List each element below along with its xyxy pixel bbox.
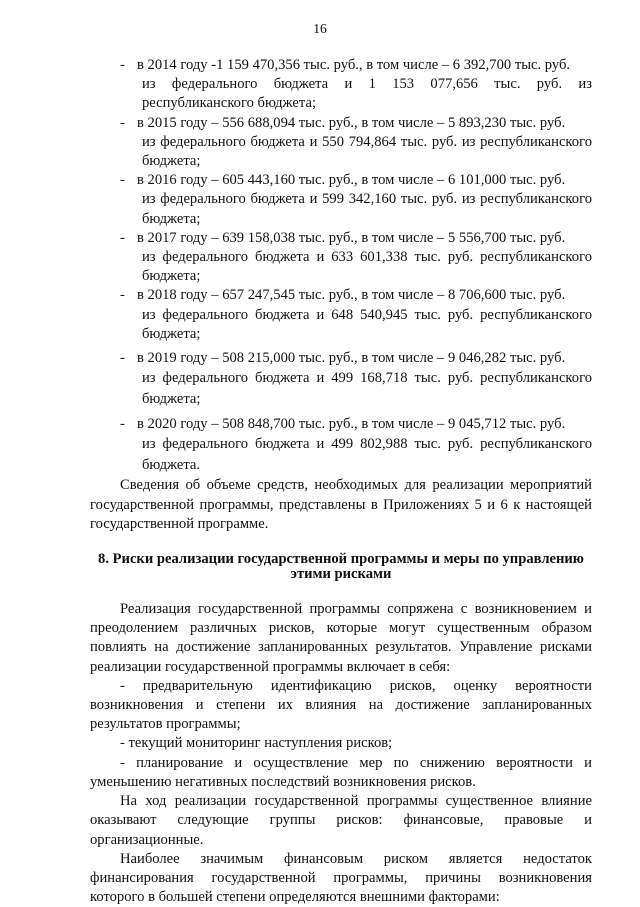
risk-groups-paragraph: На ход реализации государственной программы существенное влияние оказывают следующие группы рисков: финансовые, правовые и организационные. [90, 793, 592, 848]
funding-item-breakdown: из федерального бюджета и 499 168,718 тыс. руб. республиканского бюджета; [142, 370, 592, 408]
list-bullet: - [120, 416, 125, 433]
funding-item-2019 [90, 349, 592, 410]
page-number: 16 [313, 21, 327, 36]
risk-intro-paragraph: Реализация государственной программы сопряжена с возникновением и преодолением различных рисков, которые могут существенным образом повлиять на достижение запланированных результатов. Управление рисками реализации государственной программы включает в себя: [90, 601, 592, 675]
section-heading [90, 552, 592, 582]
funding-item-2015 [90, 114, 592, 172]
list-bullet: - [120, 114, 125, 131]
funding-item-total: в 2017 году – 639 158,038 тыс. руб., в том числе – 5 556,700 тыс. руб. [137, 229, 566, 246]
financial-risk-paragraph: Наиболее значимым финансовым риском является недостаток финансирования государственной программы, причины возникновения которого в большей степени определяются внешними факторами: [90, 850, 592, 906]
funding-item-2017 [90, 229, 592, 287]
funding-item-total: в 2020 году – 508 848,700 тыс. руб., в том числе – 9 045,712 тыс. руб. [137, 416, 566, 433]
document-body [90, 56, 592, 907]
section-heading-line-1: 8. Риски реализации государственной программы и меры по управлению [98, 551, 584, 568]
funding-item-total: в 2015 году – 556 688,094 тыс. руб., в том числе – 5 893,230 тыс. руб. [137, 114, 566, 131]
funding-item-total: в 2018 году – 657 247,545 тыс. руб., в том числе – 8 706,600 тыс. руб. [137, 287, 566, 304]
funding-item-total: в 2016 году – 605 443,160 тыс. руб., в том числе – 6 101,000 тыс. руб. [137, 172, 566, 189]
funding-item-breakdown: из федерального бюджета и 550 794,864 тыс. руб. из республиканского бюджета; [142, 133, 592, 170]
section-heading-line-2: этими рисками [290, 566, 392, 583]
funding-item-total: в 2014 году -1 159 470,356 тыс. руб., в том числе – 6 392,700 тыс. руб. [137, 57, 571, 73]
list-bullet: - [120, 350, 125, 367]
risk-measure-monitoring: - текущий мониторинг наступления рисков; [120, 735, 393, 752]
funding-item-breakdown: из федерального бюджета и 648 540,945 тыс. руб. республиканского бюджета; [142, 306, 592, 342]
funding-item-2018 [90, 286, 592, 344]
list-bullet: - [120, 229, 125, 246]
funding-item-total: в 2019 году – 508 215,000 тыс. руб., в том числе – 9 046,282 тыс. руб. [137, 350, 566, 367]
risk-measure-mitigation: - планирование и осуществление мер по снижению вероятности и уменьшению негативных последствий возникновения рисков. [90, 754, 592, 790]
funding-item-2016 [90, 171, 592, 229]
list-bullet: - [120, 287, 125, 304]
funding-item-2020 [90, 415, 592, 476]
appendix-note: Сведения об объеме средств, необходимых для реализации мероприятий государственной программы, представлены в Приложениях 5 и 6 к настоящей государственной программе. [90, 477, 592, 532]
list-bullet: - [120, 57, 125, 73]
funding-list [90, 56, 592, 476]
funding-item-breakdown: из федерального бюджета и 599 342,160 тыс. руб. из республиканского бюджета; [142, 191, 592, 227]
list-bullet: - [120, 172, 125, 189]
funding-item-breakdown: из федерального бюджета и 633 601,338 тыс. руб. республиканского бюджета; [142, 249, 592, 285]
risk-measure-identification: - предварительную идентификацию рисков, оценку вероятности возникновения и степени их влияния на достижение запланированных результатов программы; [90, 677, 592, 733]
funding-item-2014 [90, 56, 592, 114]
funding-item-breakdown: из федерального бюджета и 1 153 077,656 тыс. руб. из республиканского бюджета; [142, 76, 592, 112]
funding-item-breakdown: из федерального бюджета и 499 802,988 тыс. руб. республиканского бюджета. [142, 436, 592, 474]
